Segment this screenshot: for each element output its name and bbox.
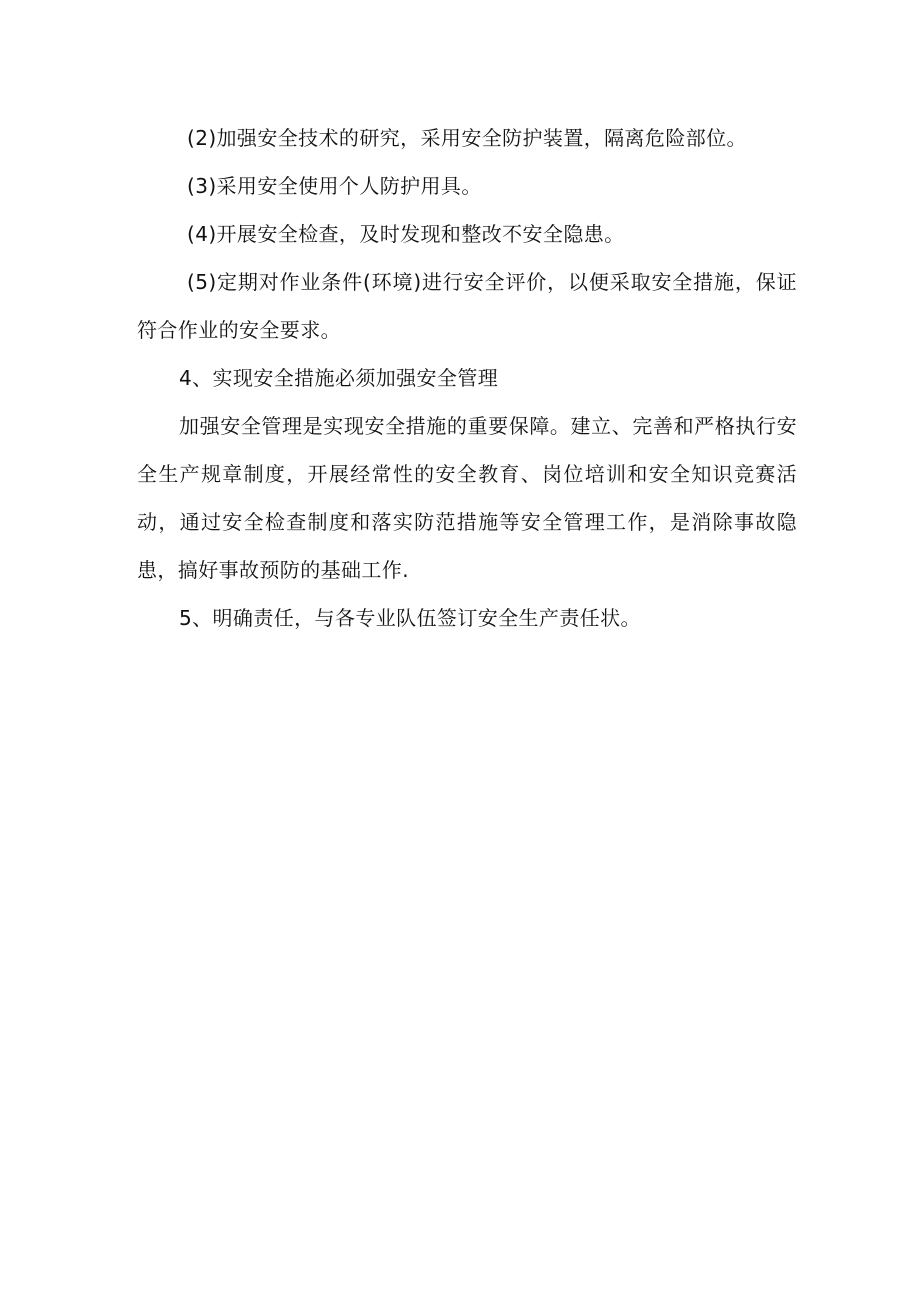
section-heading-4: 4、实现安全措施必须加强安全管理 xyxy=(179,366,499,390)
section-heading-5: 5、明确责任，与各专业队伍签订安全生产责任状。 xyxy=(179,606,641,630)
list-item-4: (4)开展安全检查，及时发现和整改不安全隐患。 xyxy=(187,222,625,246)
body-paragraph: 加强安全管理是实现安全措施的重要保障。建立、完善和严格执行安全生产规章制度，开展经常性的安全教育、岗位培训和安全知识竞赛活动，通过安全检查制度和落实防范措施等安全管理工作，是消除事故隐患，搞好事故预防的基础工作. xyxy=(137,414,797,582)
list-item-2: (2)加强安全技术的研究，采用安全防护装置，隔离危险部位。 xyxy=(187,126,747,150)
document-body xyxy=(137,114,797,642)
list-item-5: (5)定期对作业条件(环境)进行安全评价，以便采取安全措施，保证符合作业的安全要求。 xyxy=(137,270,797,342)
list-item-3: (3)采用安全使用个人防护用具。 xyxy=(187,174,482,198)
